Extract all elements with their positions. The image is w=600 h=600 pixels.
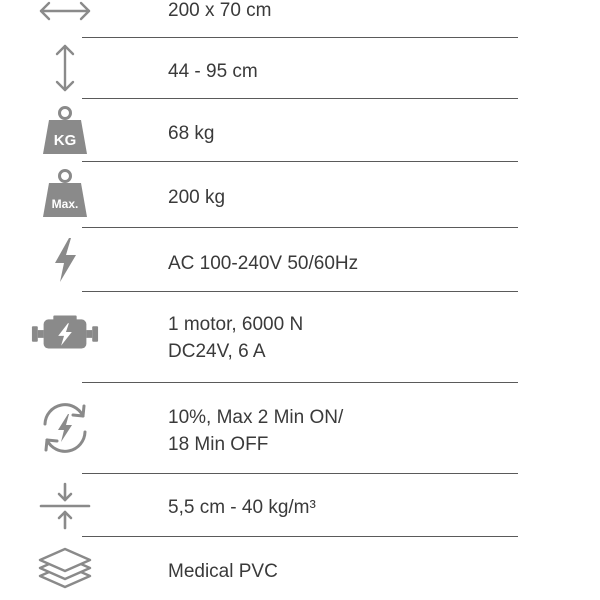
divider [82, 291, 518, 292]
width-arrows-icon [30, 0, 100, 39]
spec-line: 18 Min OFF [168, 434, 269, 455]
divider [82, 37, 518, 38]
divider [82, 98, 518, 99]
spec-line: Medical PVC [168, 561, 278, 582]
divider [82, 382, 518, 383]
spec-label-motor [168, 311, 303, 365]
spec-line: AC 100-240V 50/60Hz [168, 253, 359, 274]
spec-label-weight [168, 120, 214, 147]
lightning-bolt-icon [30, 232, 100, 288]
weight-kg-icon [30, 102, 100, 158]
max-icon-text: Max. [51, 197, 79, 211]
max-load-weight-icon [30, 165, 100, 221]
weight-icon-text: KG [53, 132, 77, 149]
compression-icon [30, 478, 100, 534]
spec-label-material [168, 558, 278, 585]
spec-label-max-load [168, 184, 225, 211]
spec-line: 44 - 95 cm [168, 61, 258, 82]
spec-label-power [168, 250, 358, 277]
divider [82, 473, 518, 474]
motor-icon [30, 305, 100, 361]
layers-icon [30, 540, 100, 596]
spec-label-foam [168, 494, 316, 521]
duty-cycle-icon [30, 400, 100, 456]
divider [82, 227, 518, 228]
divider [82, 536, 518, 537]
spec-label-width [168, 0, 272, 24]
spec-label-duty-cycle [168, 404, 343, 458]
spec-line: DC24V, 6 A [168, 341, 266, 362]
spec-line: 10%, Max 2 Min ON/ [168, 407, 344, 428]
divider [82, 161, 518, 162]
spec-line: 1 motor, 6000 N [168, 314, 304, 335]
spec-line: 200 x 70 cm [168, 0, 272, 21]
spec-line: 5,5 cm - 40 kg/m³ [168, 497, 316, 518]
spec-label-height [168, 58, 258, 85]
spec-line: 68 kg [168, 123, 215, 144]
spec-line: 200 kg [168, 187, 226, 208]
height-arrows-icon [30, 40, 100, 96]
